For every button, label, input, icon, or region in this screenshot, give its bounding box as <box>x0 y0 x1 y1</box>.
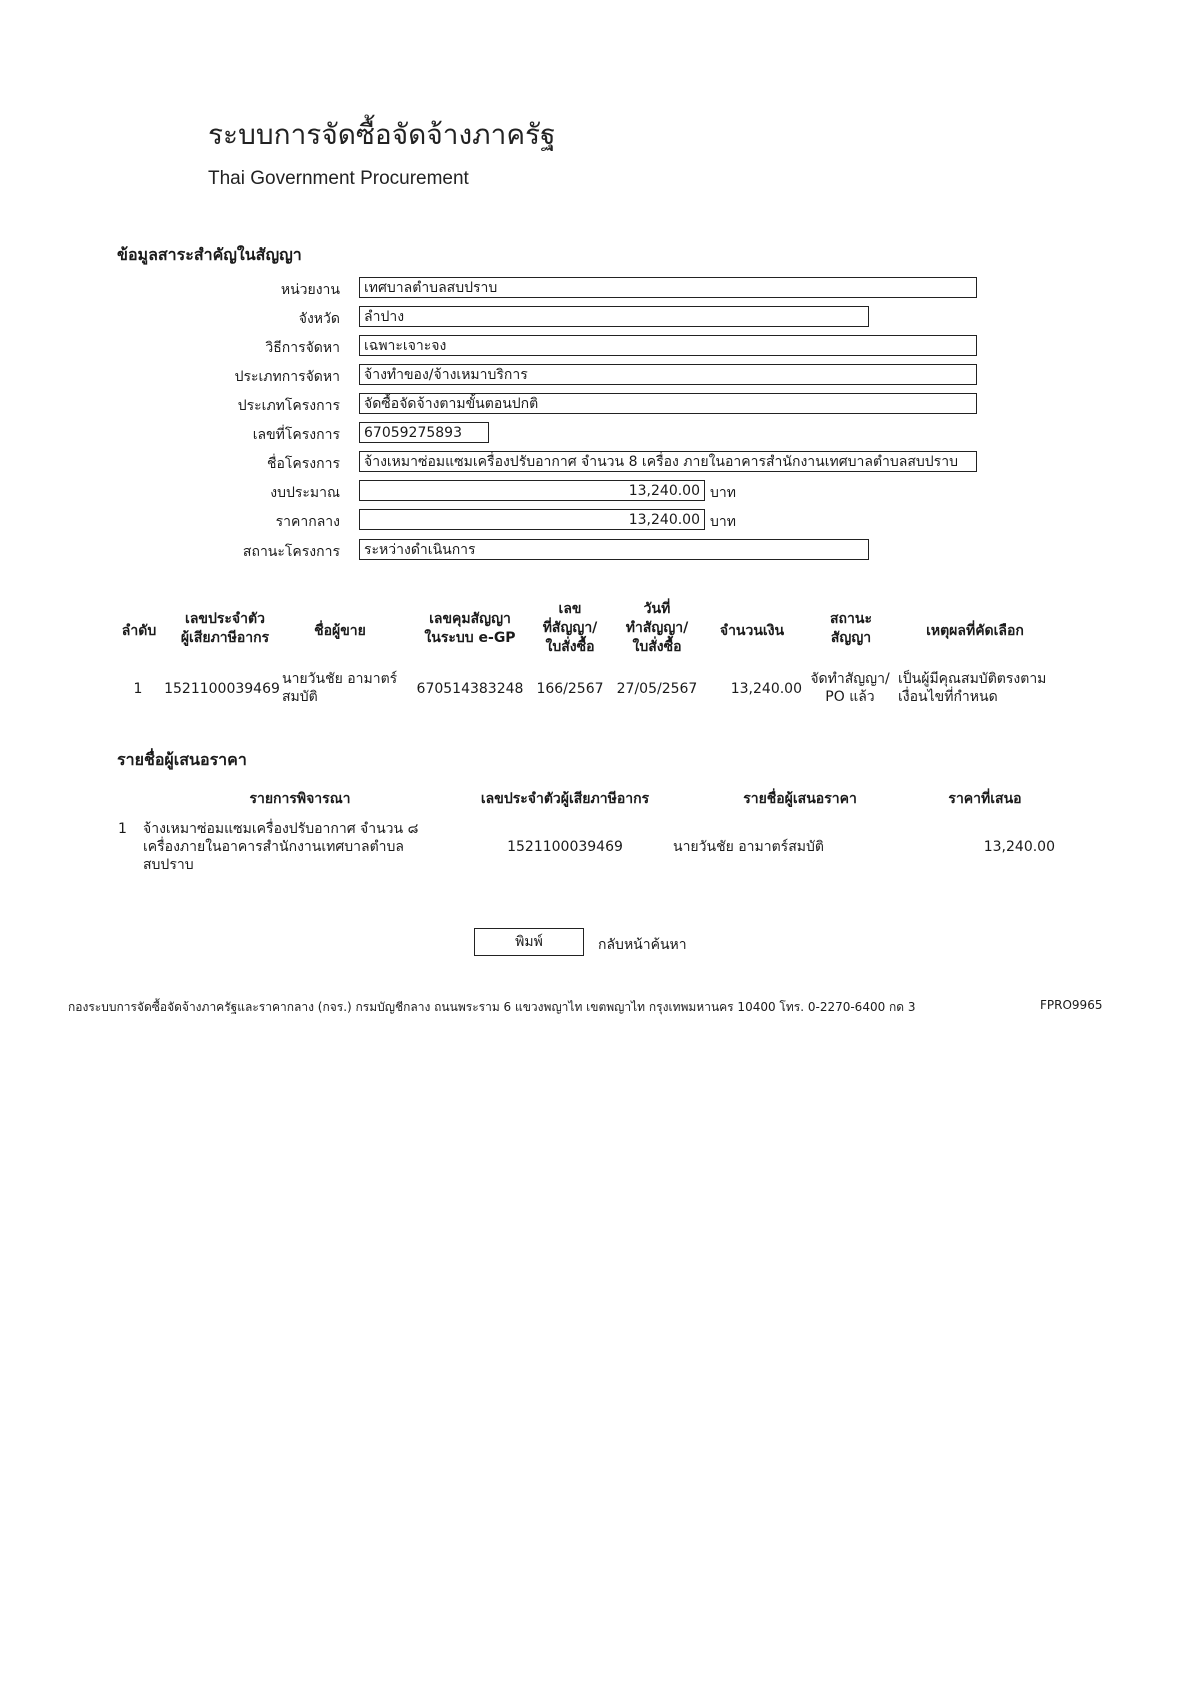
col-header-amount: จำนวนเงิน <box>719 623 785 639</box>
cell-contract-date: 27/05/2567 <box>616 681 698 697</box>
col-header-tax-id: เลขประจำตัว ผู้เสียภาษีอากร <box>180 611 270 646</box>
bidder-row-tax-id: 1521100039469 <box>507 839 623 855</box>
field-procurement-method: เฉพาะเจาะจง <box>359 335 977 356</box>
bidder-row-name: นายวันชัย อามาตร์สมบัติ <box>673 839 824 855</box>
cell-vendor: นายวันชัย อามาตร์ สมบัติ <box>282 671 398 705</box>
label-project-type: ประเภทโครงการ <box>237 398 340 414</box>
budget-unit: บาท <box>710 485 736 501</box>
label-median-price: ราคากลาง <box>275 514 340 530</box>
label-project-number: เลขที่โครงการ <box>252 427 340 443</box>
bidder-row-price: 13,240.00 <box>983 839 1055 855</box>
cell-egp-no: 670514383248 <box>416 681 524 697</box>
cell-amount: 13,240.00 <box>730 681 802 697</box>
bidders-heading: รายชื่อผู้เสนอราคา <box>117 750 247 769</box>
page-title-thai: ระบบการจัดซื้อจัดจ้างภาครัฐ <box>208 118 556 151</box>
footer-code: FPRO9965 <box>1040 998 1103 1012</box>
back-to-search-link[interactable]: กลับหน้าค้นหา <box>598 937 687 953</box>
page-title-english: Thai Government Procurement <box>208 168 469 189</box>
bidder-col-header-tax-id: เลขประจำตัวผู้เสียภาษีอากร <box>480 791 650 807</box>
label-budget: งบประมาณ <box>270 485 340 501</box>
cell-contract-status: จัดทำสัญญา/ PO แล้ว <box>810 671 890 705</box>
label-procurement-type: ประเภทการจัดหา <box>234 369 340 385</box>
field-agency: เทศบาลตำบลสบปราบ <box>359 277 977 298</box>
label-project-name: ชื่อโครงการ <box>266 456 340 472</box>
col-header-contract-status: สถานะ สัญญา <box>830 611 872 646</box>
median-price-unit: บาท <box>710 514 736 530</box>
footer-address: กองระบบการจัดซื้อจัดจ้างภาครัฐและราคากลาง (กจร.) กรมบัญชีกลาง ถนนพระราม 6 แขวงพญาไท เขตพญาไท กรุงเทพมหานคร 10400 โทร. 0-2270-6400 กด 3 <box>68 1000 916 1014</box>
cell-selection-reason: เป็นผู้มีคุณสมบัติตรงตาม เงื่อนไขที่กำหนด <box>898 671 1047 705</box>
label-project-status: สถานะโครงการ <box>242 544 340 560</box>
col-header-egp-no: เลขคุมสัญญา ในระบบ e-GP <box>424 611 516 646</box>
field-budget: 13,240.00 <box>359 480 705 501</box>
bidder-row-no: 1 <box>118 821 127 837</box>
cell-no: 1 <box>133 681 143 697</box>
label-procurement-method: วิธีการจัดหา <box>265 340 340 356</box>
field-province: ลำปาง <box>359 306 869 327</box>
col-header-vendor: ชื่อผู้ขาย <box>314 623 366 639</box>
contract-info-heading: ข้อมูลสาระสำคัญในสัญญา <box>117 245 302 264</box>
col-header-contract-date: วันที่ ทำสัญญา/ ใบสั่งซื้อ <box>625 601 689 655</box>
bidder-col-header-price: ราคาที่เสนอ <box>948 791 1022 807</box>
bidder-row-item: จ้างเหมาซ่อมแซมเครื่องปรับอากาศ จำนวน ๘ เครื่องภายในอาคารสำนักงานเทศบาลตำบล สบปราบ <box>143 821 419 873</box>
cell-tax-id: 1521100039469 <box>164 681 280 697</box>
label-province: จังหวัด <box>298 311 340 327</box>
col-header-selection-reason: เหตุผลที่คัดเลือก <box>926 623 1024 639</box>
field-project-name: จ้างเหมาซ่อมแซมเครื่องปรับอากาศ จำนวน 8 เครื่อง ภายในอาคารสำนักงานเทศบาลตำบลสบปราบ <box>359 451 977 472</box>
field-median-price: 13,240.00 <box>359 509 705 530</box>
field-project-number: 67059275893 <box>359 422 489 443</box>
bidder-col-header-item: รายการพิจารณา <box>249 791 351 807</box>
field-project-status: ระหว่างดำเนินการ <box>359 539 869 560</box>
bidder-col-header-name: รายชื่อผู้เสนอราคา <box>743 791 857 807</box>
col-header-contract-no: เลข ที่สัญญา/ ใบสั่งซื้อ <box>542 601 598 655</box>
label-agency: หน่วยงาน <box>280 282 340 298</box>
field-procurement-type: จ้างทำของ/จ้างเหมาบริการ <box>359 364 977 385</box>
field-project-type: จัดซื้อจัดจ้างตามขั้นตอนปกติ <box>359 393 977 414</box>
cell-contract-no: 166/2567 <box>536 681 604 697</box>
col-header-no: ลำดับ <box>121 623 157 639</box>
print-button[interactable]: พิมพ์ <box>474 928 584 956</box>
